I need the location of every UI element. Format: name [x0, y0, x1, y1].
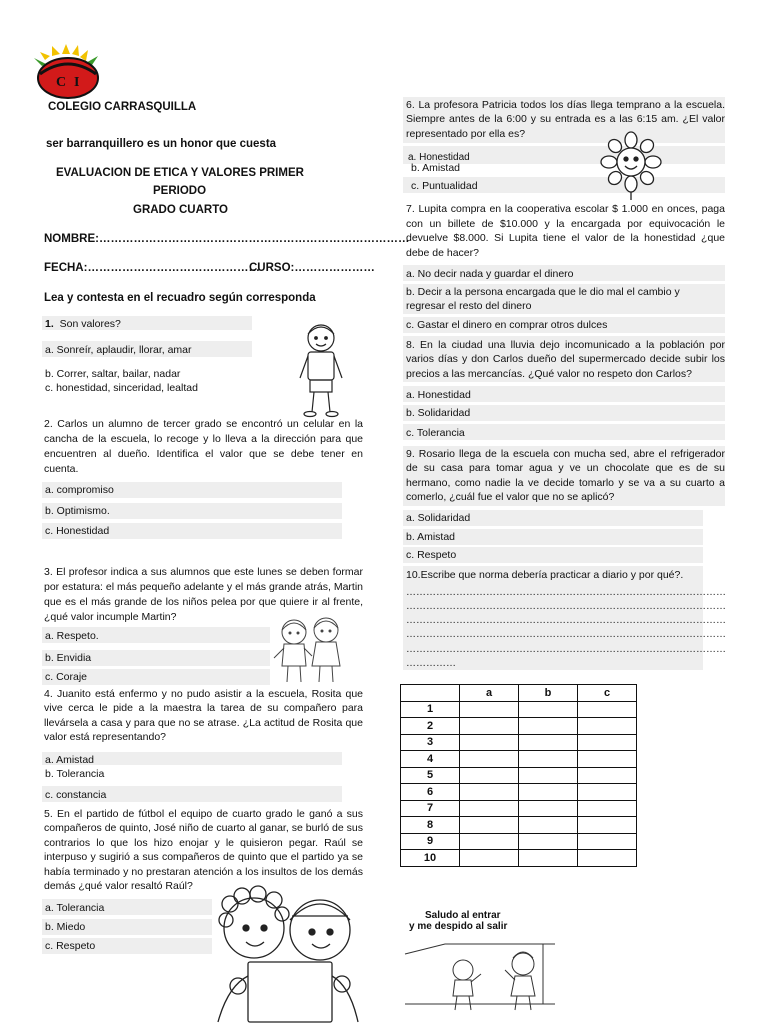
answer-cell[interactable] — [460, 800, 519, 817]
row-number: 6 — [401, 784, 460, 801]
row-number: 1 — [401, 701, 460, 718]
answer-cell[interactable] — [519, 833, 578, 850]
answer-cell[interactable] — [519, 767, 578, 784]
table-row — [401, 817, 637, 834]
row-number: 9 — [401, 833, 460, 850]
answer-cell[interactable] — [578, 850, 637, 867]
question-6-option-a: a. Honestidad — [408, 152, 470, 163]
answer-cell[interactable] — [460, 718, 519, 735]
table-row — [401, 718, 637, 735]
table-row — [401, 800, 637, 817]
svg-text:C: C — [56, 75, 67, 90]
answer-line-5[interactable]: …………………………………………………………………………………… — [406, 644, 726, 655]
question-1-option-b: b. Correr, saltar, bailar, nadar — [45, 368, 181, 380]
answer-cell[interactable] — [578, 800, 637, 817]
question-3-option-a: a. Respeto. — [45, 630, 99, 642]
row-number: 8 — [401, 817, 460, 834]
row-number: 2 — [401, 718, 460, 735]
course-field: CURSO:………………… — [249, 262, 375, 274]
question-6-option-b: b. Amistad — [411, 162, 461, 174]
answer-cell[interactable] — [519, 701, 578, 718]
answer-cell[interactable] — [460, 850, 519, 867]
table-row — [401, 784, 637, 801]
question-2-option-b: b. Optimismo. — [45, 505, 110, 517]
name-field: NOMBRE:……………………………………………………………………… — [44, 233, 410, 245]
question-9: 9. Rosario llega de la escuela con mucha sed, abre el refrigerador de su casa para tomar agua y ve un chocolate que es de su hermano, como nadie la ve decide tomarlo y se va a su cuarto a comerlo, ¿cuál fue el valor que no se aplicó? — [406, 448, 725, 504]
row-number: 3 — [401, 734, 460, 751]
question-9-option-c: c. Respeto — [406, 549, 457, 561]
answer-cell[interactable] — [519, 751, 578, 768]
answer-cell[interactable] — [460, 833, 519, 850]
caption-line-1: Saludo al entrar — [425, 910, 501, 921]
answer-cell[interactable] — [578, 767, 637, 784]
answer-cell[interactable] — [578, 817, 637, 834]
table-row — [401, 767, 637, 784]
question-2-option-c: c. Honestidad — [45, 525, 110, 537]
answer-cell[interactable] — [460, 767, 519, 784]
answer-cell[interactable] — [460, 701, 519, 718]
exam-title-line3: GRADO CUARTO — [133, 204, 228, 216]
question-7-option-b: b. Decir a la persona encargada que le dio mal el cambio y regresar el resto del dinero — [406, 286, 680, 313]
answer-cell[interactable] — [519, 734, 578, 751]
exam-title-line1: EVALUACION DE ETICA Y VALORES PRIMER — [56, 167, 304, 179]
answer-line-1[interactable]: …………………………………………………………………………………… — [406, 587, 726, 598]
question-2-option-a: a. compromiso — [45, 484, 114, 496]
question-3: 3. El profesor indica a sus alumnos que este lunes se deben formar por estatura: el más pequeño adelante y el más grande atrás, Martin que es el más grande de los niños pelea por que quiere ir al frente, ¿qué valor incumple Martin? — [44, 566, 364, 623]
table-header-cell: b — [519, 685, 578, 702]
question-4: 4. Juanito está enfermo y no pudo asistir a la escuela, Rosita que vive cerca le pide a la maestra la tarea de su compañero para llevársela a casa y para que no se atrase. ¿La actitud de Rosita que valor está representando? — [44, 688, 364, 744]
answer-line-3[interactable]: …………………………………………………………………………………… — [406, 615, 726, 626]
question-5-option-a: a. Tolerancia — [45, 902, 105, 914]
question-4-option-a: a. Amistad — [45, 754, 95, 766]
svg-text:I: I — [74, 75, 80, 90]
answer-cell[interactable] — [578, 751, 637, 768]
table-row — [401, 751, 637, 768]
question-5-option-b: b. Miedo — [45, 921, 86, 933]
question-3-option-b: b. Envidia — [45, 652, 92, 664]
table-row — [401, 833, 637, 850]
question-10: 10.Escribe que norma debería practicar a diario y por qué?. — [406, 569, 684, 581]
answer-cell[interactable] — [519, 800, 578, 817]
question-7-option-c: c. Gastar el dinero en comprar otros dulces — [406, 319, 608, 331]
row-number: 4 — [401, 751, 460, 768]
table-row — [401, 850, 637, 867]
table-row — [401, 701, 637, 718]
school-motto: ser barranquillero es un honor que cuesta — [46, 138, 277, 150]
answer-cell[interactable] — [460, 734, 519, 751]
question-8-option-a: a. Honestidad — [406, 389, 471, 401]
question-7-option-a: a. No decir nada y guardar el dinero — [406, 268, 574, 280]
exam-title-line2: PERIODO — [153, 185, 207, 197]
question-4-option-b: b. Tolerancia — [45, 768, 105, 780]
question-3-option-c: c. Coraje — [45, 671, 88, 683]
instructions: Lea y contesta en el recuadro según corresponda — [44, 292, 316, 304]
answer-cell[interactable] — [578, 734, 637, 751]
row-number: 10 — [401, 850, 460, 867]
question-2: 2. Carlos un alumno de tercer grado se encontró un celular en la cancha de la escuela, lo recoge y lo lleva a la dirección para que encuentren al dueño. Identifica el valor que se debe tener en cuenta. — [44, 418, 363, 475]
answer-cell[interactable] — [460, 784, 519, 801]
answer-cell[interactable] — [460, 817, 519, 834]
answer-cell[interactable] — [578, 833, 637, 850]
answer-cell[interactable] — [578, 701, 637, 718]
question-5-option-c: c. Respeto — [45, 940, 96, 952]
caption-line-2: y me despido al salir — [409, 921, 508, 932]
table-row — [401, 734, 637, 751]
answer-table — [400, 684, 637, 867]
answer-cell[interactable] — [578, 718, 637, 735]
table-header-row — [401, 685, 637, 702]
question-1: 1. Son valores? — [45, 318, 121, 330]
school-logo — [32, 44, 108, 100]
question-1-option-c: c. honestidad, sinceridad, lealtad — [45, 382, 198, 394]
answer-cell[interactable] — [519, 850, 578, 867]
sunflower-illustration — [600, 132, 662, 200]
answer-line-4[interactable]: …………………………………………………………………………………… — [406, 629, 726, 640]
boy-illustration — [296, 322, 346, 418]
question-6-option-c: c. Puntualidad — [411, 180, 478, 192]
question-8-option-c: c. Tolerancia — [406, 427, 465, 439]
question-4-option-c: c. constancia — [45, 789, 107, 801]
answer-cell[interactable] — [519, 718, 578, 735]
school-name: COLEGIO CARRASQUILLA — [48, 101, 197, 113]
question-5: 5. En el partido de fútbol el equipo de cuarto grado le ganó a sus compañeros de quinto, José niño de cuarto al ganar, se burló de sus contrarios lo que los hizo enojar y le quisieron pegar. Raúl se interpuso y sugirió a sus compañeros de quinto que el partido ya se había terminado y no prestaran atención a los insultos de los demás demás ¿qué valor resaltó Raúl? — [44, 808, 363, 893]
question-6: 6. La profesora Patricia todos los días llega temprano a la escuela. Siempre antes de la 6:00 y su entrada es a las 6:15 am. ¿El valor representado por ella es? — [406, 99, 725, 140]
date-field: FECHA:……………………………………… — [44, 262, 260, 274]
greeting-illustration — [405, 906, 555, 1014]
answer-cell[interactable] — [519, 784, 578, 801]
answer-line-2[interactable]: …………………………………………………………………………………… — [406, 601, 726, 612]
answer-cell[interactable] — [519, 817, 578, 834]
question-1-option-a: a. Sonreír, aplaudir, llorar, amar — [45, 344, 192, 356]
table-header-cell: c — [578, 685, 637, 702]
row-number: 5 — [401, 767, 460, 784]
row-number: 7 — [401, 800, 460, 817]
question-9-option-b: b. Amistad — [406, 531, 456, 543]
question-9-option-a: a. Solidaridad — [406, 512, 471, 524]
question-7: 7. Lupita compra en la cooperativa escolar $ 1.000 en onces, paga con un billete de $10.000 y la encargada por equivocación le devuelve $8.000. Si Lupita tiene el valor de la honestidad ¿que debe de hacer? — [406, 203, 725, 260]
answer-cell[interactable] — [460, 751, 519, 768]
answer-line-6[interactable]: …………… — [406, 658, 456, 669]
children-illustration — [272, 616, 348, 686]
question-8-option-b: b. Solidaridad — [406, 407, 471, 419]
question-8: 8. En la ciudad una lluvia dejo incomunicado a la población por varios días y don Carlos dueño del supermercado decide subir los precios a las mercancías. ¿Qué valor no respeto don Carlos? — [406, 339, 725, 380]
table-header-cell — [401, 685, 460, 702]
table-header-cell: a — [460, 685, 519, 702]
answer-cell[interactable] — [578, 784, 637, 801]
kids-with-board-illustration — [208, 886, 368, 1022]
